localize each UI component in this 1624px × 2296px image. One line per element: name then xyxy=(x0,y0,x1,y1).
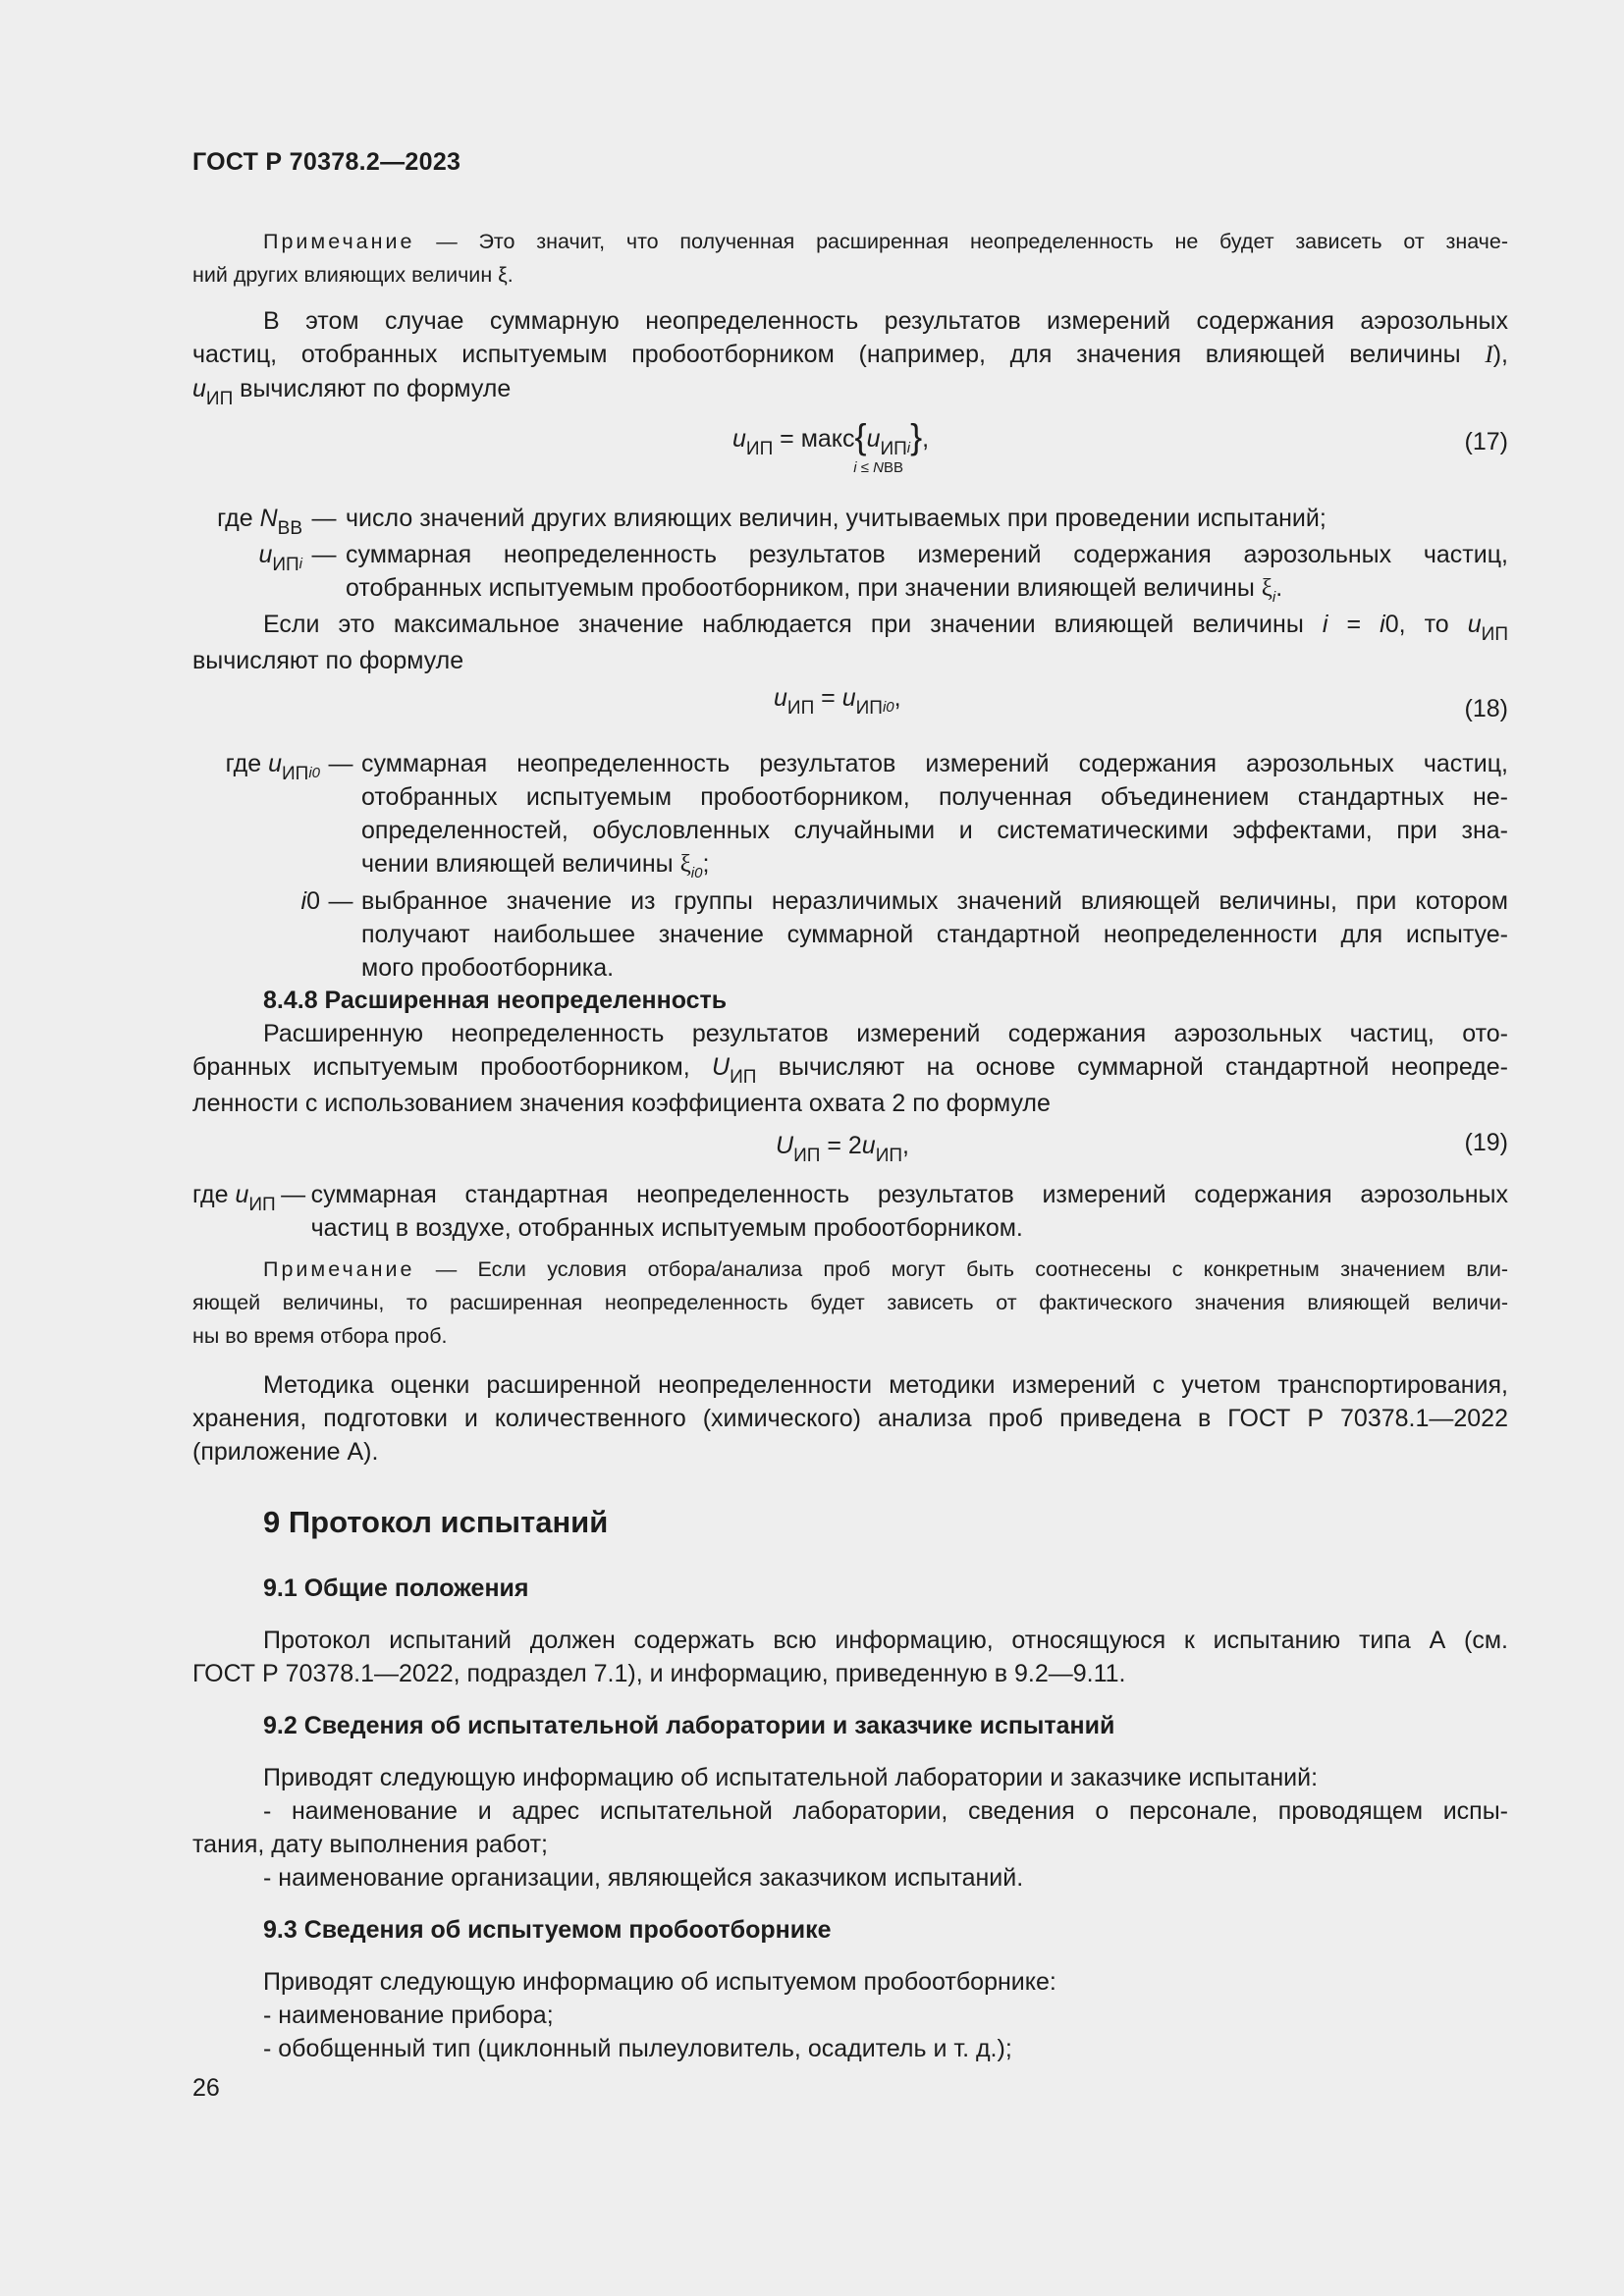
text-line: бранных испытуемым пробоотборником, $U_{ИП}$ вычисляют на основе суммарной стандартной неопреде- xyxy=(192,1053,1508,1088)
text-line: тания, дату выполнения работ; xyxy=(192,1831,548,1858)
note-label: Примечание xyxy=(263,230,415,253)
text-line: В этом случае суммарную неопределенность результатов измерений содержания аэрозольных xyxy=(263,307,1508,335)
document-header: ГОСТ Р 70378.2—2023 xyxy=(192,148,461,176)
definition-symbol: где $u_{ИП}$ xyxy=(192,1181,276,1215)
list-item: - наименование прибора; xyxy=(263,2002,554,2029)
section-heading: 9 Протокол испытаний xyxy=(263,1505,609,1539)
text-line: хранения, подготовки и количественного (химического) анализа проб приведена в ГОСТ Р 70378.1—2022 xyxy=(192,1405,1508,1432)
definition-text: суммарная стандартная неопределенность результатов измерений содержания аэрозольных частиц в воздухе, отобранных испытуемым пробоотборником. xyxy=(310,1181,1508,1242)
paragraph xyxy=(192,304,1508,408)
definition-text: выбранное значение из группы неразличимых значений влияющей величины, при котором получают наибольшее значение суммарной стандартной неопределенности для испытуе- мого пробоотборника. xyxy=(361,887,1508,982)
section-heading: 8.4.8 Расширенная неопределенность xyxy=(263,987,728,1014)
equation-number: (19) xyxy=(1464,1129,1508,1156)
text-line: Протокол испытаний должен содержать всю информацию, относящуюся к испытанию типа А (см. xyxy=(263,1627,1508,1654)
text-line: частиц, отобранных испытуемым пробоотборником (например, для значения влияющей величины I), xyxy=(192,341,1508,368)
text-line: Расширенную неопределенность результатов измерений содержания аэрозольных частиц, ото- xyxy=(263,1020,1508,1047)
subsection-heading: 9.3 Сведения об испытуемом пробоотборнике xyxy=(263,1916,832,1944)
list-item: - наименование организации, являющейся заказчиком испытаний. xyxy=(263,1864,1024,1892)
subsection-heading: 9.2 Сведения об испытательной лаборатории и заказчике испытаний xyxy=(263,1712,1115,1739)
note-text: ны во время отбора проб. xyxy=(192,1324,448,1348)
definition-item: где $N_{ВВ}$ — число значений других влияющих величин, учитываемых при проведении испытаний; xyxy=(192,502,1508,538)
definition-symbol: где $u_{ИПi0}$ xyxy=(225,750,320,784)
note-1 xyxy=(192,225,1508,292)
note-text: ний других влияющих величин ξ. xyxy=(192,263,514,287)
text-line: Если это максимальное значение наблюдается при значении влияющей величины i = i0, то $u_{ИП}$ xyxy=(263,611,1508,645)
definition-text: число значений других влияющих величин, учитываемых при проведении испытаний; xyxy=(346,505,1326,532)
paragraph xyxy=(192,1761,1508,1895)
paragraph xyxy=(192,1624,1508,1690)
formula-18: $u_{ИП} = u_{ИПi0}$, xyxy=(774,684,901,719)
section-8-4-8 xyxy=(192,984,1508,1120)
paragraph xyxy=(192,1965,1508,2065)
definition-text: суммарная неопределенность результатов измерений содержания аэрозольных частиц, отобранных испытуемым пробоотборником, при значении влияющей величины $\xi_i$. xyxy=(346,541,1508,606)
definition-symbol: где $N_{ВВ}$ xyxy=(217,505,302,539)
text-line: $u_{ИП}$ вычисляют по формуле xyxy=(192,375,512,409)
text-line: Методика оценки расширенной неопределенности методики измерений с учетом транспортирования, xyxy=(263,1371,1508,1399)
definition-text: суммарная неопределенность результатов измерений содержания аэрозольных частиц, отобранных испытуемым пробоотборником, полученная объединением стандартных не- определенностей, обусловленных случайными и систематическими эффектами, при зна- чении влияющей величины $\xi_{i0}$; xyxy=(361,750,1508,881)
list-item: - обобщенный тип (циклонный пылеуловитель, осадитель и т. д.); xyxy=(263,2035,1012,2062)
text-line: ГОСТ Р 70378.1—2022, подраздел 7.1), и информацию, приведенную в 9.2—9.11. xyxy=(192,1660,1126,1687)
equation-number: (18) xyxy=(1464,695,1508,722)
max-operator: = макс i ≤ NВВ xyxy=(773,425,903,476)
note-text: — Если условия отбора/анализа проб могут быть соотнесены с конкретным значением вли- xyxy=(414,1257,1508,1281)
page-number: 26 xyxy=(192,2074,220,2102)
definition-item: i0 — выбранное значение из группы неразличимых значений влияющей величины, при котором получают наибольшее значение суммарной стандартной неопределенности для испытуе- мого пробоотборника. xyxy=(192,884,1508,985)
text-line: ленности с использованием значения коэффициента охвата 2 по формуле xyxy=(192,1090,1051,1117)
text-line: (приложение А). xyxy=(192,1438,379,1466)
note-2 xyxy=(192,1253,1508,1353)
definition-symbol: $u_{ИПi}$ xyxy=(258,541,302,575)
paragraph xyxy=(192,1368,1508,1468)
equation-number: (17) xyxy=(1464,428,1508,455)
text-line: вычисляют по формуле xyxy=(192,647,464,674)
text-line: Приводят следующую информацию об испытуемом пробоотборнике: xyxy=(263,1968,1056,1996)
subsection-heading: 9.1 Общие положения xyxy=(263,1575,529,1602)
note-text: — Это значит, что полученная расширенная неопределенность не будет зависеть от значе- xyxy=(414,230,1508,253)
definition-item: $u_{ИПi}$ — суммарная неопределенность результатов измерений содержания аэрозольных частиц, отобранных испытуемым пробоотборником, при значении влияющей величины $\xi_i$. xyxy=(192,538,1508,609)
definition-item: где $u_{ИПi0}$ — суммарная неопределенность результатов измерений содержания аэрозольных частиц, отобранных испытуемым пробоотборником, полученная объединением стандартных не- определенностей, обусловленных случайными и систематическими эффектами, при зна- чении влияющей величины $\xi_{i0}$; xyxy=(192,747,1508,884)
note-label: Примечание xyxy=(263,1257,415,1281)
paragraph xyxy=(192,608,1508,677)
definition-list xyxy=(192,502,1508,609)
formula-17: $u_{ИП}$ = макс i ≤ NВВ $\{u_{ИПi}\}$, xyxy=(732,416,930,476)
formula-19: $U_{ИП} = 2u_{ИП}$, xyxy=(776,1132,909,1166)
list-item: - наименование и адрес испытательной лаборатории, сведения о персонале, проводящем испы- xyxy=(263,1797,1508,1825)
definition-list xyxy=(192,747,1508,985)
definition-symbol: i0 xyxy=(300,887,320,915)
definition-item: где $u_{ИП}$ — суммарная стандартная неопределенность результатов измерений содержания аэрозольных частиц в воздухе, отобранных испытуемым пробоотборником. xyxy=(192,1178,1508,1245)
note-text: яющей величины, то расширенная неопределенность будет зависеть от фактического значения влияющей величи- xyxy=(192,1291,1508,1314)
text-line: Приводят следующую информацию об испытательной лаборатории и заказчике испытаний: xyxy=(263,1764,1319,1791)
